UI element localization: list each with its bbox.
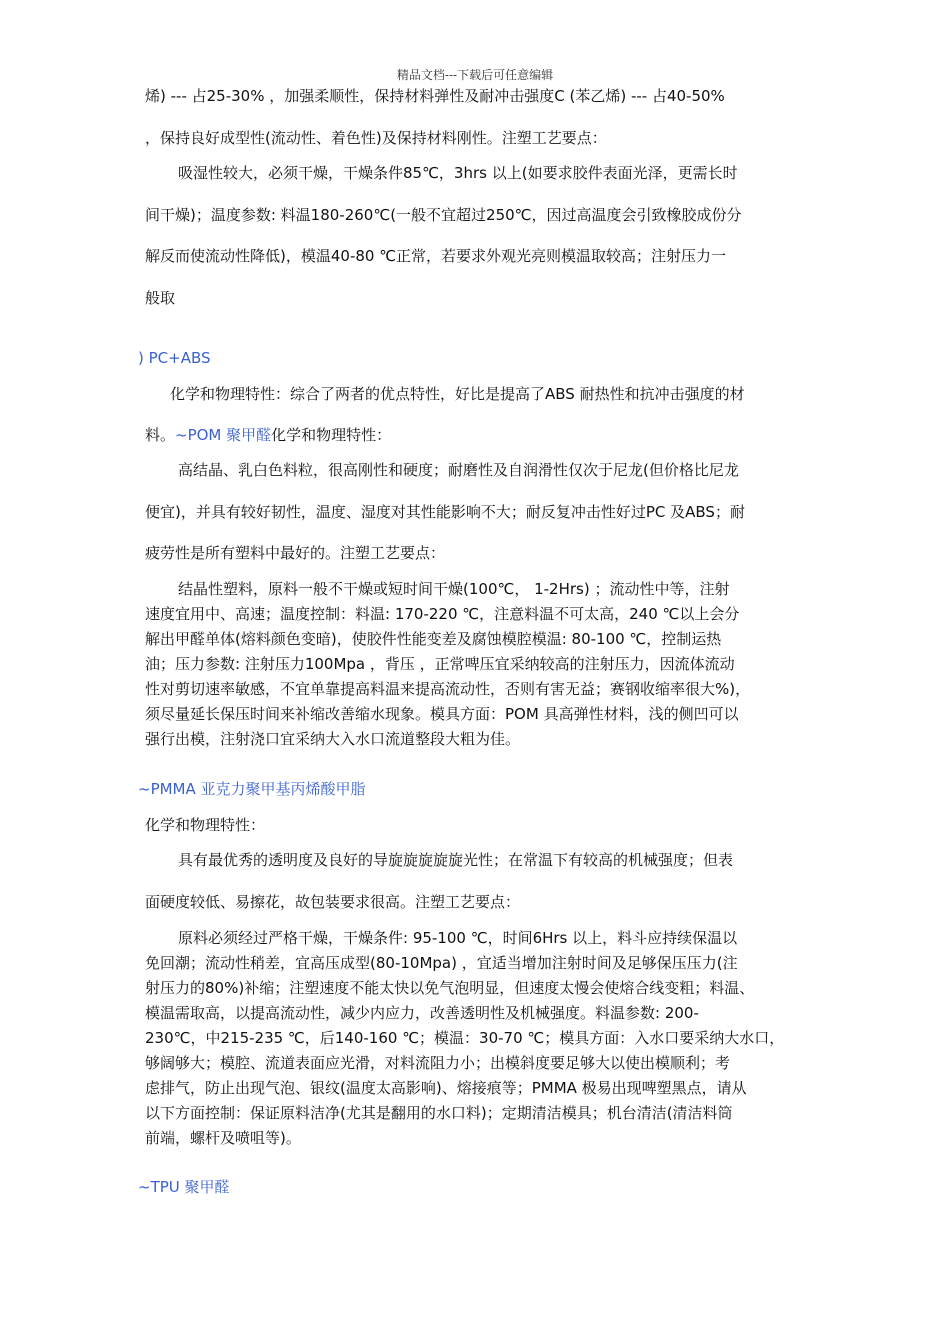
pcabs-line-2-suffix: 化学和物理特性： bbox=[271, 426, 392, 444]
abs-line-3: 吸湿性较大，必须干燥，干燥条件85℃，3hrs 以上(如要求胶件表面光泽，更需长时 bbox=[178, 164, 738, 182]
abs-line-6: 般取 bbox=[145, 289, 176, 307]
pmma-line-3: 面硬度较低、易擦花，故包装要求很高。注塑工艺要点： bbox=[145, 893, 521, 911]
pom-line-7: 油；压力参数: 注射压力100Mpa ，背压 ，正常啤压宜采纳较高的注射压力，因流体流动 bbox=[145, 655, 735, 673]
pcabs-line-2 bbox=[145, 425, 815, 445]
pom-line-2: 便宜)，并具有较好韧性，温度、湿度对其性能影响不大；耐反复冲击性好过PC 及ABS；耐 bbox=[145, 503, 745, 521]
abs-line-4: 间干燥)；温度参数: 料温180-260℃(一般不宜超过250℃，因过高温度会引致橡胶成份分 bbox=[145, 206, 742, 224]
pom-heading: ~POM 聚甲醛 bbox=[175, 426, 272, 444]
abs-line-5: 解反而使流动性降低)，模温40-80 ℃正常，若要求外观光亮则模温取较高；注射压力一 bbox=[145, 247, 727, 265]
pom-line-1: 高结晶、乳白色料粒，很高刚性和硬度；耐磨性及自润滑性仅次于尼龙(但价格比尼龙 bbox=[178, 461, 739, 479]
pmma-line-6: 射压力的80%)补缩；注塑速度不能太快以免气泡明显，但速度太慢会使熔合线变粗；料温、 bbox=[145, 979, 755, 997]
pmma-line-9: 够阔够大；模腔、流道表面应光滑，对料流阻力小；出模斜度要足够大以使出模顺利；考 bbox=[145, 1054, 731, 1072]
abs-line-2: ，保持良好成型性(流动性、着色性)及保持材料刚性。注塑工艺要点： bbox=[145, 129, 607, 147]
pmma-line-8: 230℃，中215-235 ℃，后140-160 ℃；模温：30-70 ℃；模具方面：入水口要采纳大水口， bbox=[145, 1029, 785, 1047]
abs-line-1: 烯) --- 占25-30% ，加强柔顺性，保持材料弹性及耐冲击强度C (苯乙烯) --- 占40-50% bbox=[145, 87, 725, 105]
pmma-line-10: 虑排气，防止出现气泡、银纹(温度太高影响)、熔接痕等；PMMA 极易出现啤塑黑点，请从 bbox=[145, 1079, 747, 1097]
tpu-heading: ~TPU 聚甲醛 bbox=[138, 1178, 230, 1196]
pcabs-line-2-prefix: 料。 bbox=[145, 426, 176, 444]
pom-line-9: 须尽量延长保压时间来补缩改善缩水现象。模具方面：POM 具高弹性材料，浅的侧凹可以 bbox=[145, 705, 739, 723]
pcabs-line-1: 化学和物理特性：综合了两者的优点特性，好比是提高了ABS 耐热性和抗冲击强度的材 bbox=[170, 385, 745, 403]
pmma-line-1: 化学和物理特性： bbox=[145, 816, 266, 834]
pmma-heading: ~PMMA 亚克力聚甲基丙烯酸甲脂 bbox=[138, 780, 366, 798]
pom-line-4: 结晶性塑料，原料一般不干燥或短时间干燥(100℃， 1-2Hrs) ；流动性中等，注射 bbox=[178, 580, 730, 598]
pmma-line-11: 以下方面控制：保证原料洁净(尤其是翻用的水口料)；定期清洁模具；机台清洁(清洁料筒 bbox=[145, 1104, 733, 1122]
pom-line-3: 疲劳性是所有塑料中最好的。注塑工艺要点： bbox=[145, 544, 446, 562]
pmma-line-2: 具有最优秀的透明度及良好的导旋旋旋旋旋光性；在常温下有较高的机械强度；但表 bbox=[178, 851, 734, 869]
pcabs-heading: ) PC+ABS bbox=[138, 349, 211, 367]
pmma-line-5: 免回潮；流动性稍差，宜高压成型(80-10Mpa) ，宜适当增加注射时间及足够保压压力(注 bbox=[145, 954, 738, 972]
pom-line-5: 速度宜用中、高速；温度控制：料温: 170-220 ℃，注意料温不可太高，240 ℃以上会分 bbox=[145, 605, 740, 623]
page-header: 精品文档---下载后可任意编辑 bbox=[396, 68, 554, 82]
pom-line-8: 性对剪切速率敏感，不宜单靠提高料温来提高流动性，否则有害无益；赛钢收缩率很大%)， bbox=[145, 680, 751, 698]
pom-line-6: 解出甲醛单体(熔料颜色变暗)，使胶件性能变差及腐蚀模腔模温: 80-100 ℃，控制运热 bbox=[145, 630, 722, 648]
pmma-line-4: 原料必须经过严格干燥，干燥条件: 95-100 ℃，时间6Hrs 以上，料斗应持续保温以 bbox=[178, 929, 738, 947]
pmma-line-12: 前端，螺杆及喷咀等)。 bbox=[145, 1129, 301, 1147]
pom-line-10: 强行出模，注射浇口宜采纳大入水口流道整段大粗为佳。 bbox=[145, 730, 521, 748]
pmma-line-7: 模温需取高，以提高流动性，减少内应力，改善透明性及机械强度。料温参数: 200- bbox=[145, 1004, 699, 1022]
